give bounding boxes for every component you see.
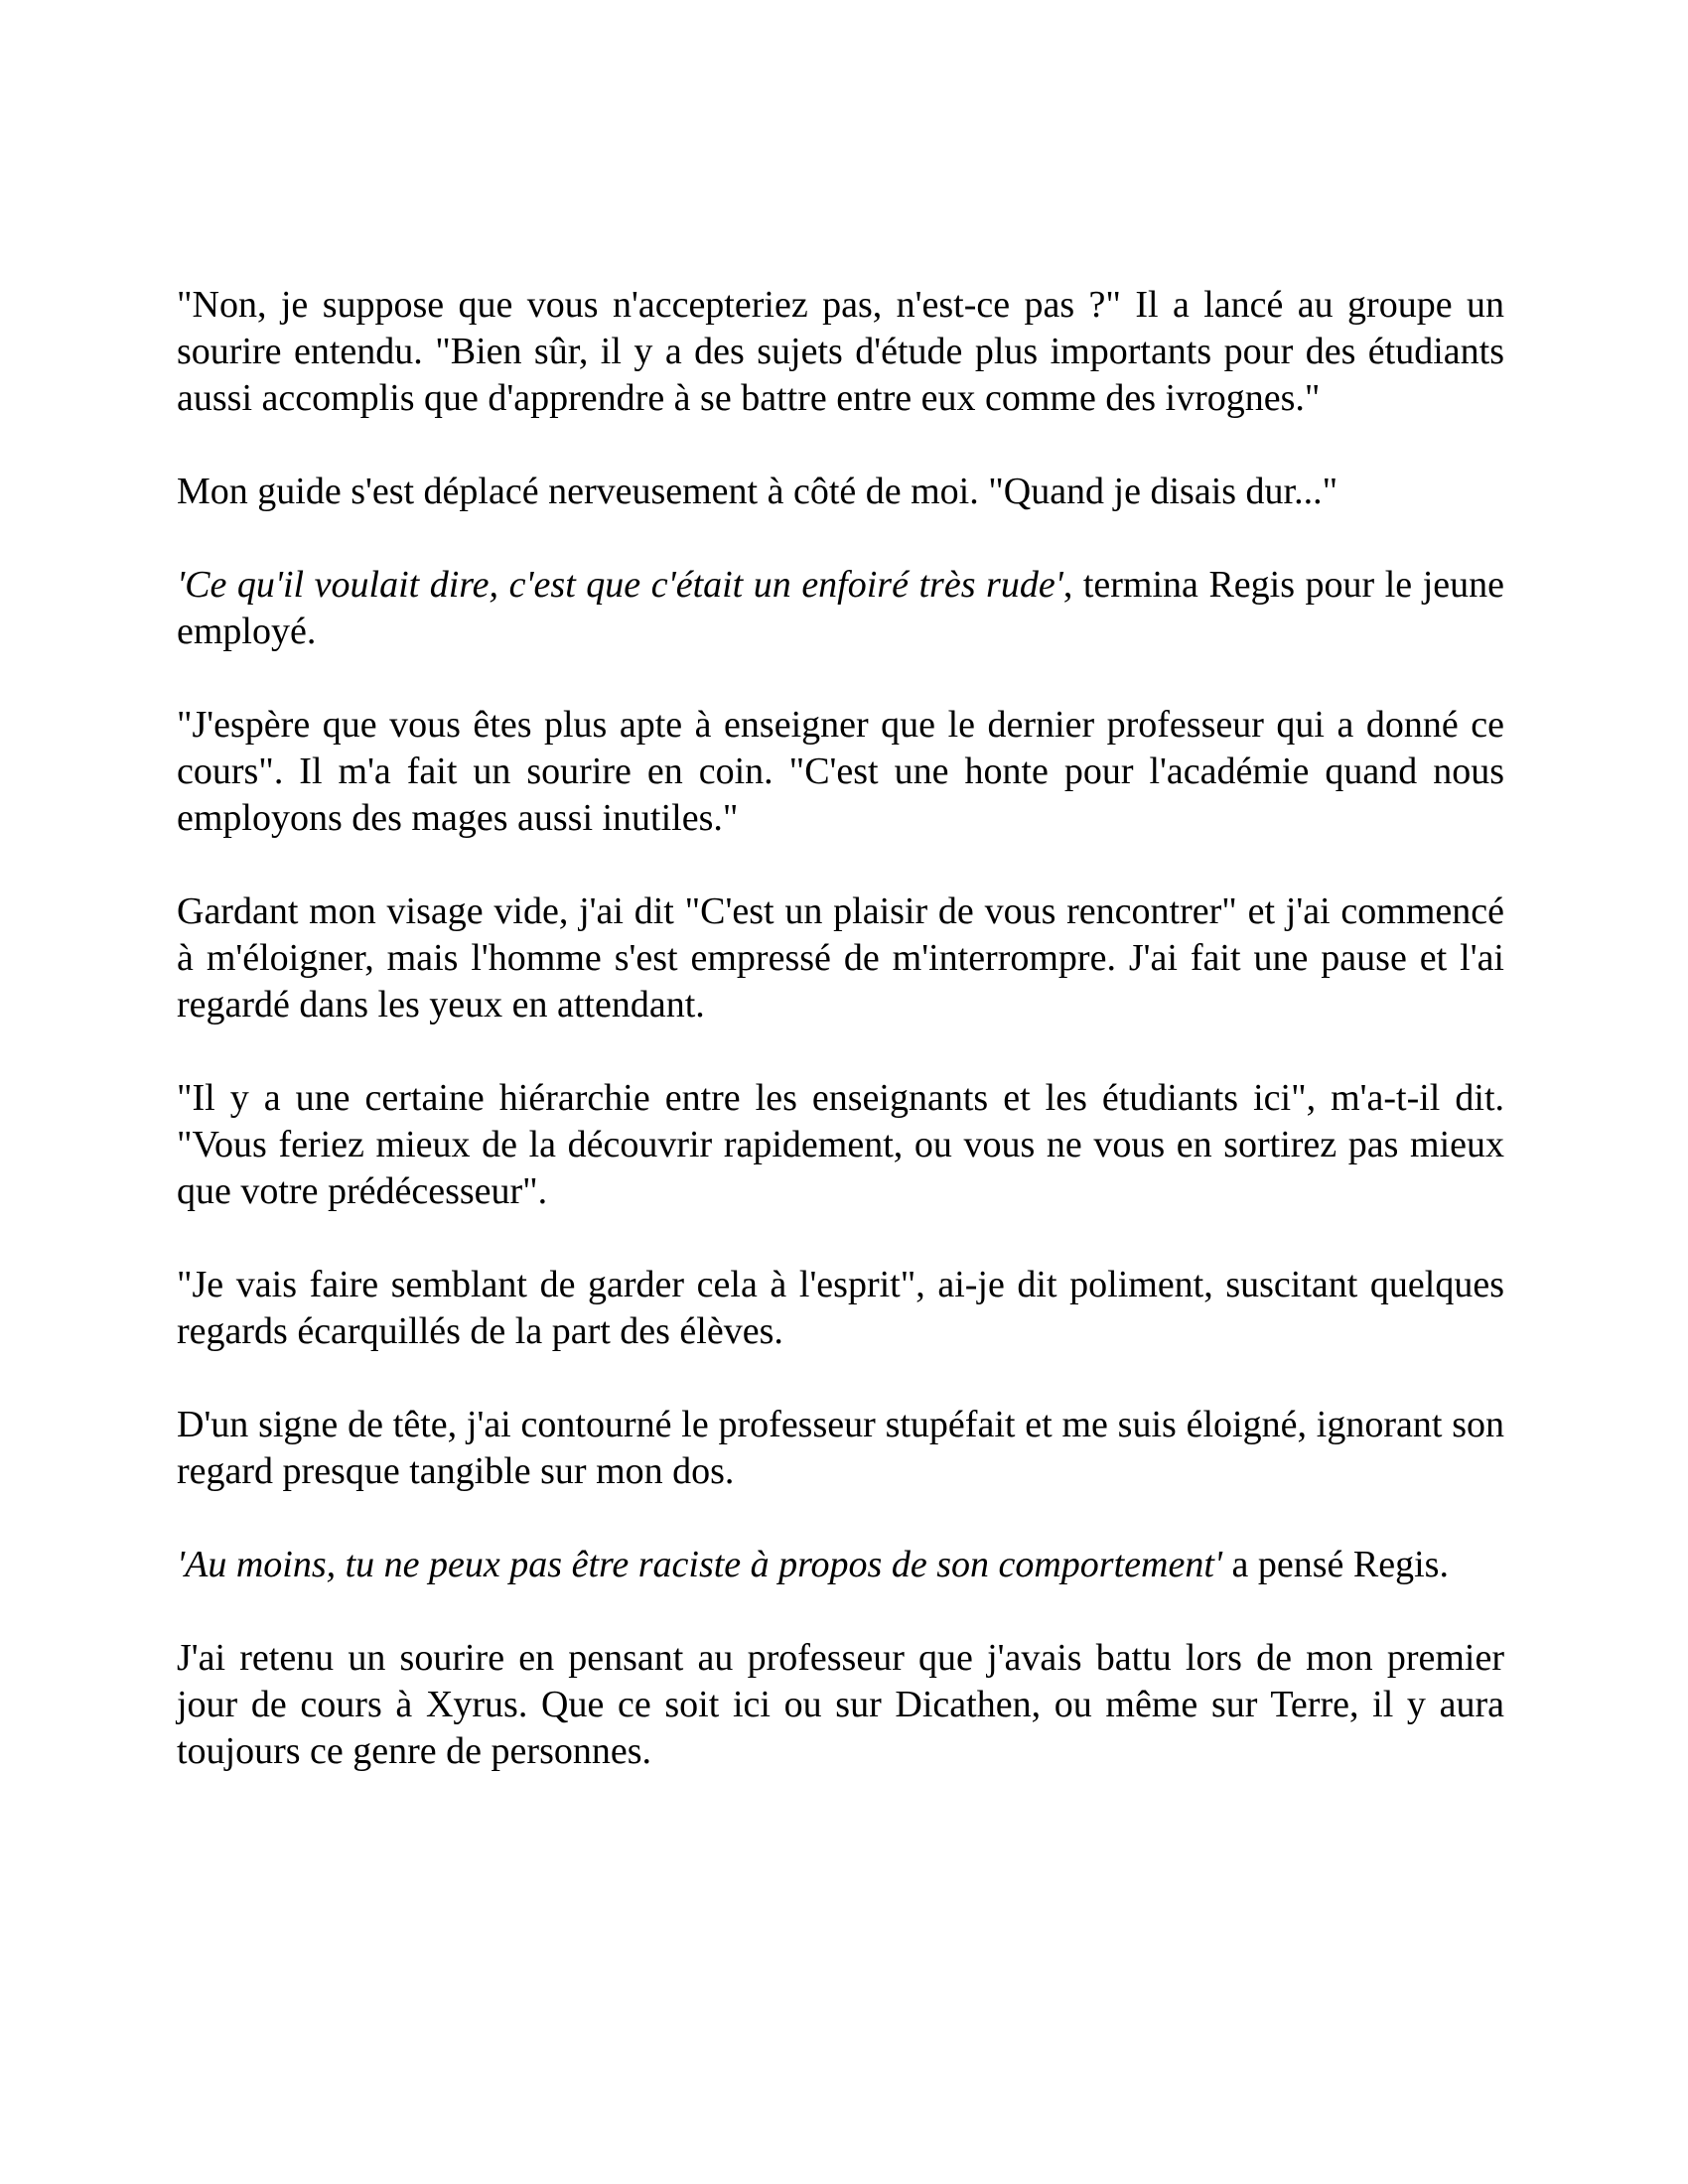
text-segment: Mon guide s'est déplacé nerveusement à côté de moi. "Quand je disais dur..." — [177, 471, 1338, 512]
text-segment: "J'espère que vous êtes plus apte à enseigner que le dernier professeur qui a donné ce cours". Il m'a fait un sourire en coin. "C'est une honte pour l'académie quand nous employons des mages aussi inutiles." — [177, 704, 1504, 839]
italic-text-segment: 'Au moins, tu ne peux pas être raciste à propos de son comportement' — [177, 1544, 1222, 1585]
text-segment: Gardant mon visage vide, j'ai dit "C'est un plaisir de vous rencontrer" et j'ai commencé à m'éloigner, mais l'homme s'est empressé de m'interrompre. J'ai fait une pause et l'ai regardé dans les yeux en attendant. — [177, 890, 1504, 1025]
text-segment: , termina Regis pour le jeune employé. — [177, 564, 1504, 652]
text-segment: "Non, je suppose que vous n'accepteriez pas, n'est-ce pas ?" Il a lancé au groupe un sourire entendu. "Bien sûr, il y a des sujets d'étude plus importants pour des étudiants aussi accomplis que d'apprendre à se battre entre eux comme des ivrognes." — [177, 284, 1504, 419]
text-segment: a pensé Regis. — [1222, 1544, 1449, 1585]
paragraph — [177, 1075, 1504, 1215]
paragraph — [177, 562, 1504, 655]
paragraph — [177, 1542, 1504, 1588]
text-segment: D'un signe de tête, j'ai contourné le professeur stupéfait et me suis éloigné, ignorant son regard presque tangible sur mon dos. — [177, 1404, 1504, 1492]
text-segment: "Il y a une certaine hiérarchie entre les enseignants et les étudiants ici", m'a-t-il dit. "Vous feriez mieux de la découvrir rapidement, ou vous ne vous en sortirez pas mieux que votre prédécesseur". — [177, 1077, 1504, 1212]
paragraph — [177, 888, 1504, 1028]
paragraph — [177, 1402, 1504, 1495]
paragraph — [177, 1262, 1504, 1355]
text-segment: J'ai retenu un sourire en pensant au professeur que j'avais battu lors de mon premier jour de cours à Xyrus. Que ce soit ici ou sur Dicathen, ou même sur Terre, il y aura toujours ce genre de personnes. — [177, 1637, 1504, 1772]
italic-text-segment: 'Ce qu'il voulait dire, c'est que c'était un enfoiré très rude' — [177, 564, 1063, 606]
paragraph — [177, 469, 1504, 515]
text-segment: "Je vais faire semblant de garder cela à l'esprit", ai-je dit poliment, suscitant quelques regards écarquillés de la part des élèves. — [177, 1264, 1504, 1352]
paragraph — [177, 702, 1504, 842]
document-body — [177, 282, 1504, 1775]
paragraph — [177, 282, 1504, 422]
paragraph — [177, 1635, 1504, 1775]
